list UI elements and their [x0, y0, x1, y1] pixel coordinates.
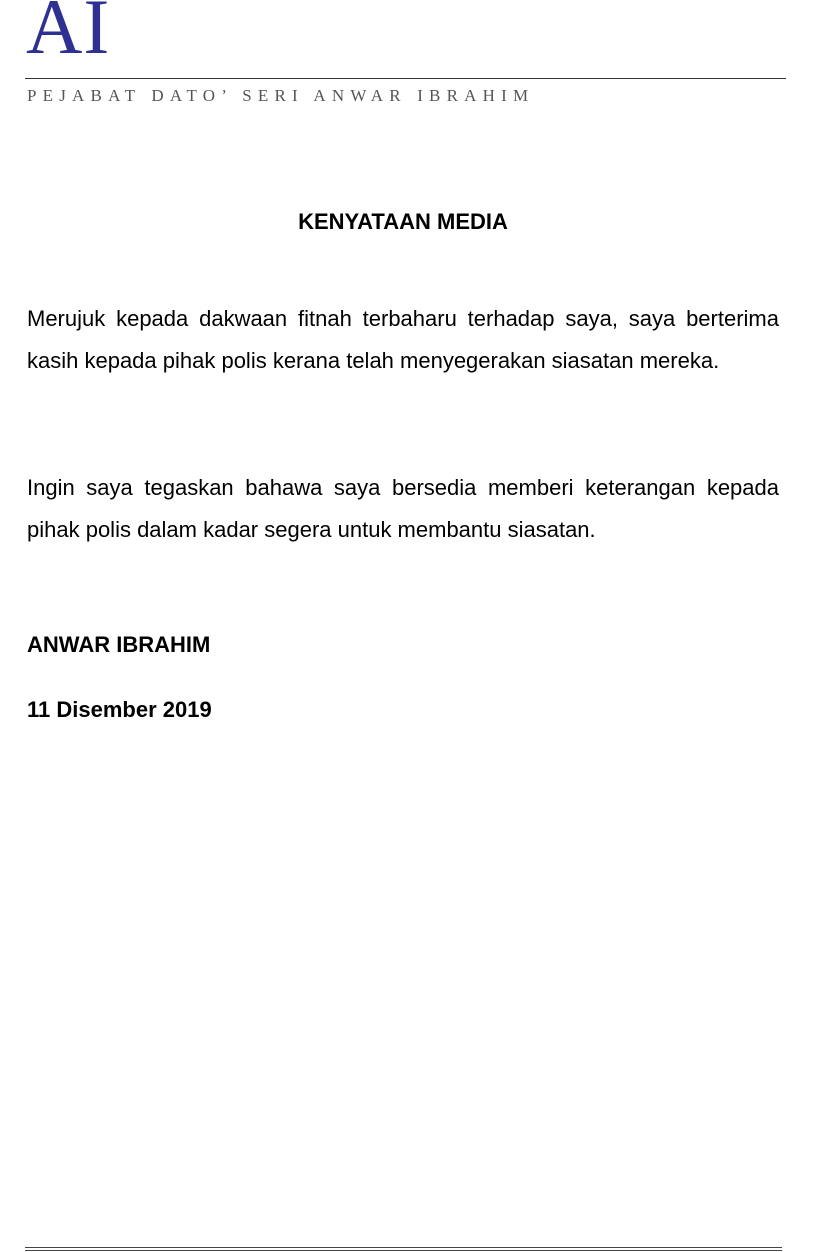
office-name: PEJABAT DATO’ SERI ANWAR IBRAHIM — [27, 86, 535, 105]
footer-divider-bottom — [25, 1250, 782, 1251]
signatory-name: ANWAR IBRAHIM — [27, 632, 211, 657]
letterhead-logo: AI — [26, 0, 111, 70]
statement-title: KENYATAAN MEDIA — [298, 209, 508, 234]
statement-paragraph-2: Ingin saya tegaskan bahawa saya bersedia memberi keterangan kepada pihak polis dalam kadar segera untuk membantu siasatan. — [27, 475, 779, 542]
header-divider — [25, 78, 786, 79]
statement-paragraph-1: Merujuk kepada dakwaan fitnah terbaharu terhadap saya, saya berterima kasih kepada pihak polis kerana telah menyegerakan siasatan mereka. — [27, 306, 779, 373]
statement-date: 11 Disember 2019 — [27, 697, 212, 722]
footer-divider-top — [25, 1247, 782, 1248]
